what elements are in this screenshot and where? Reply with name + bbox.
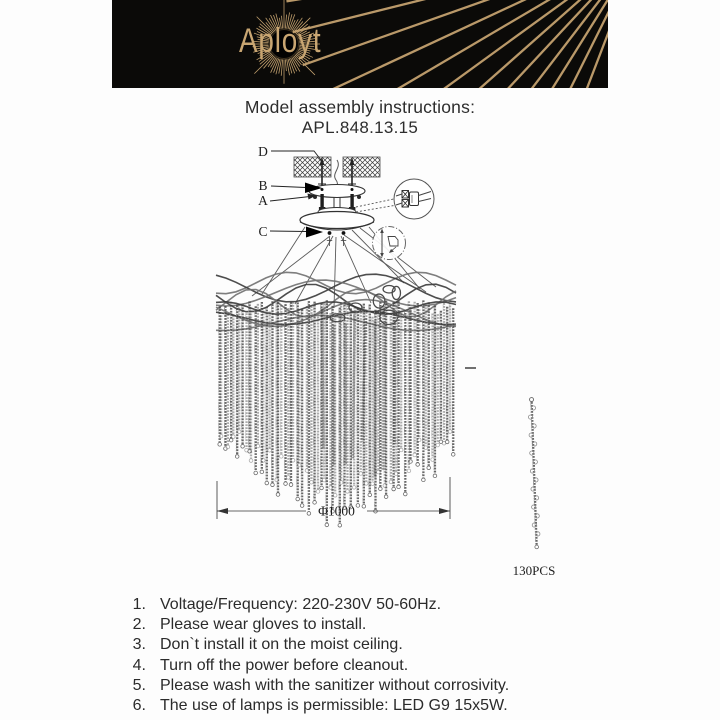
diameter-dimension-label: Φ1000 bbox=[318, 503, 355, 519]
label-c: C bbox=[258, 224, 268, 239]
suspension-wires bbox=[252, 227, 436, 308]
instruction-item: Don`t install it on the moist ceiling. bbox=[160, 636, 403, 654]
instruction-item: Please wash with the sanitizer without corrosivity. bbox=[160, 676, 510, 694]
model-number: APL.848.13.15 bbox=[301, 118, 419, 137]
page-title: Model assembly instructions: bbox=[244, 97, 476, 117]
instruction-item: Please wear gloves to install. bbox=[160, 616, 367, 634]
side-screw-a bbox=[357, 195, 361, 199]
label-a: A bbox=[258, 193, 268, 208]
instruction-item: Turn off the power before cleanout. bbox=[160, 656, 409, 674]
strand-count-label: 130PCS bbox=[512, 563, 556, 578]
canopy-screw bbox=[342, 231, 346, 235]
sample-strand bbox=[528, 397, 541, 548]
instruction-list bbox=[104, 595, 664, 716]
wiring-detail-circle bbox=[356, 179, 434, 219]
label-b: B bbox=[258, 178, 268, 193]
cable-gripper-detail-circle bbox=[373, 227, 406, 260]
chandelier-crystal-strands bbox=[218, 300, 455, 527]
instruction-item: The use of lamps is permissible: LED G9 15x5W. bbox=[160, 697, 508, 715]
instruction-item: Voltage/Frequency: 220-230V 50-60Hz. bbox=[160, 596, 442, 613]
label-d: D bbox=[258, 144, 268, 159]
brand-logo-text: Aployt bbox=[239, 22, 322, 60]
screw-direction-marks bbox=[327, 237, 346, 246]
gripper-clamp-icon bbox=[388, 237, 398, 247]
canopy bbox=[300, 208, 374, 247]
canopy-screw bbox=[328, 231, 332, 235]
